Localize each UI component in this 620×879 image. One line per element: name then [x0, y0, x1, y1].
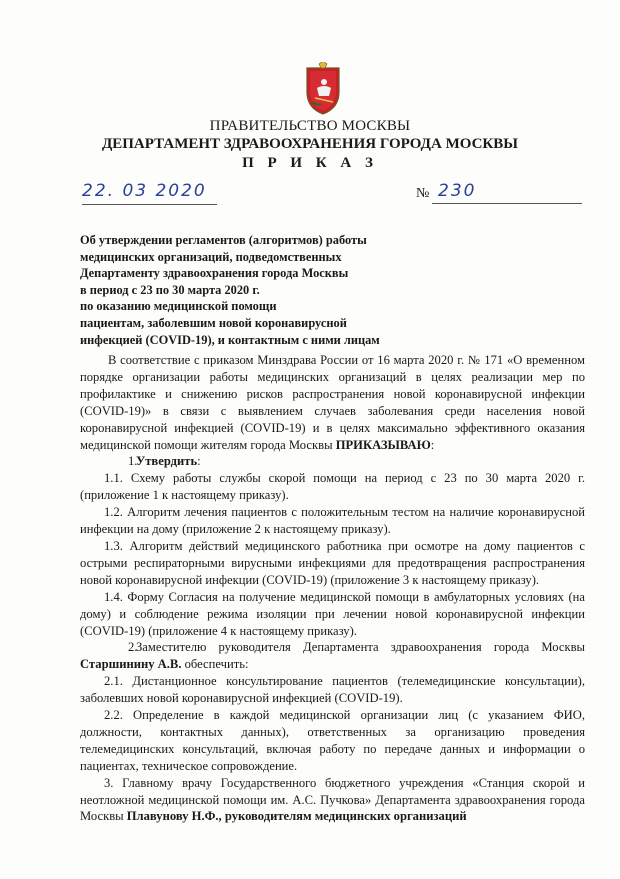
subject-line: медицинских организаций, подведомственных — [80, 249, 342, 264]
order-number-sign: № — [416, 186, 430, 201]
order-number: 230 — [432, 180, 582, 204]
subject-line: пациентам, заболевшим новой коронавирусной — [80, 315, 347, 330]
item-2-number: 2. — [128, 640, 138, 655]
item-3-paragraph — [80, 775, 585, 826]
government-title: ПРАВИТЕЛЬСТВО МОСКВЫ — [209, 118, 411, 134]
item-2-tail: обеспечить: — [181, 657, 249, 672]
order-word: ПРИКАЗЫВАЮ — [335, 437, 431, 452]
subject-line: Об утверждении регламентов (алгоритмов) работы — [80, 233, 367, 247]
document-type-title: П Р И К А З — [242, 155, 378, 171]
order-date: 22. 03 2020 — [82, 180, 217, 205]
item-1-number: 1. — [128, 454, 138, 469]
moscow-coat-of-arms-icon — [303, 62, 343, 116]
subject-line: по оказанию медицинской помощи — [80, 299, 277, 314]
item-1-1-paragraph: 1.1. Схему работы службы скорой помощи на период с 23 по 30 марта 2020 г. (приложение 1 к настоящему приказу). — [80, 471, 585, 503]
order-subject — [80, 232, 420, 348]
subject-line: Департаменту здравоохранения города Москвы — [80, 266, 349, 281]
item-1-2-paragraph: 1.2. Алгоритм лечения пациентов с положительным тестом на наличие коронавирусной инфекции на дому (приложение 2 к настоящему приказу). — [80, 505, 585, 537]
item-1-title: Утвердить — [136, 454, 198, 469]
item-2-1-paragraph: 2.1. Дистанционное консультирование пациентов (телемедицинские консультации), заболевших новой коронавирусной инфекцией (COVID-19). — [80, 674, 585, 706]
item-3-bold: Плавунову Н.Ф., руководителям медицинских организаций — [126, 809, 467, 824]
order-body — [80, 352, 585, 825]
item-2-person: Старшинину А.В. — [80, 657, 182, 672]
item-1-4-paragraph: 1.4. Форму Согласия на получение медицинской помощи в амбулаторных условиях (на дому) и соблюдение режима изоляции при лечении новой коронавирусной инфекции (COVID-19) (приложение 4 к настоящему приказу). — [80, 589, 585, 638]
subject-line: инфекцией (COVID-19), и контактным с ними лицам — [80, 332, 380, 347]
preamble-paragraph — [80, 352, 585, 453]
preamble-text: В соответствие с приказом Минздрава России от 16 марта 2020 г. № 171 «О временном порядке организации работы медицинских организаций в целях реализации мер по профилактике и снижению рисков распространения новой коронавирусной инфекции (COVID-19)» в связи с выявлением случаев заболевания среди населения новой коронавирусной инфекцией (COVID-19) и в целях максимально эффективного оказания медицинской помощи жителям города Москвы — [80, 353, 585, 452]
department-title: ДЕПАРТАМЕНТ ЗДРАВООХРАНЕНИЯ ГОРОДА МОСКВЫ — [101, 136, 519, 152]
item-1-3-paragraph: 1.3. Алгоритм действий медицинского работника при осмотре на дому пациентов с острыми респираторными вирусными инфекциями для предотвращения распространения новой коронавирусной инфекции (COVID-19) (приложение 3 к настоящему приказу). — [80, 538, 585, 587]
item-2-paragraph — [80, 639, 585, 673]
item-2-2-paragraph: 2.2. Определение в каждой медицинской организации лиц (с указанием ФИО, должности, контактных данных), ответственных за организацию проведения телемедицинских консультаций, включая работу по передаче данных и информации о пациентах, техническое сопровождение. — [80, 708, 585, 773]
subject-line: в период с 23 по 30 марта 2020 г. — [80, 282, 260, 297]
item-1-heading — [80, 453, 585, 470]
item-2-text: Заместителю руководителя Департамента здравоохранения города Москвы — [136, 640, 585, 655]
item-1-colon: : — [197, 454, 201, 469]
item-3-text: 3. Главному врачу Государственного бюджетного учреждения «Станция скорой и неотложной медицинской помощи им. А.С. Пучкова» Департамента здравоохранения города Москвы — [80, 775, 585, 824]
order-colon: : — [430, 437, 435, 452]
